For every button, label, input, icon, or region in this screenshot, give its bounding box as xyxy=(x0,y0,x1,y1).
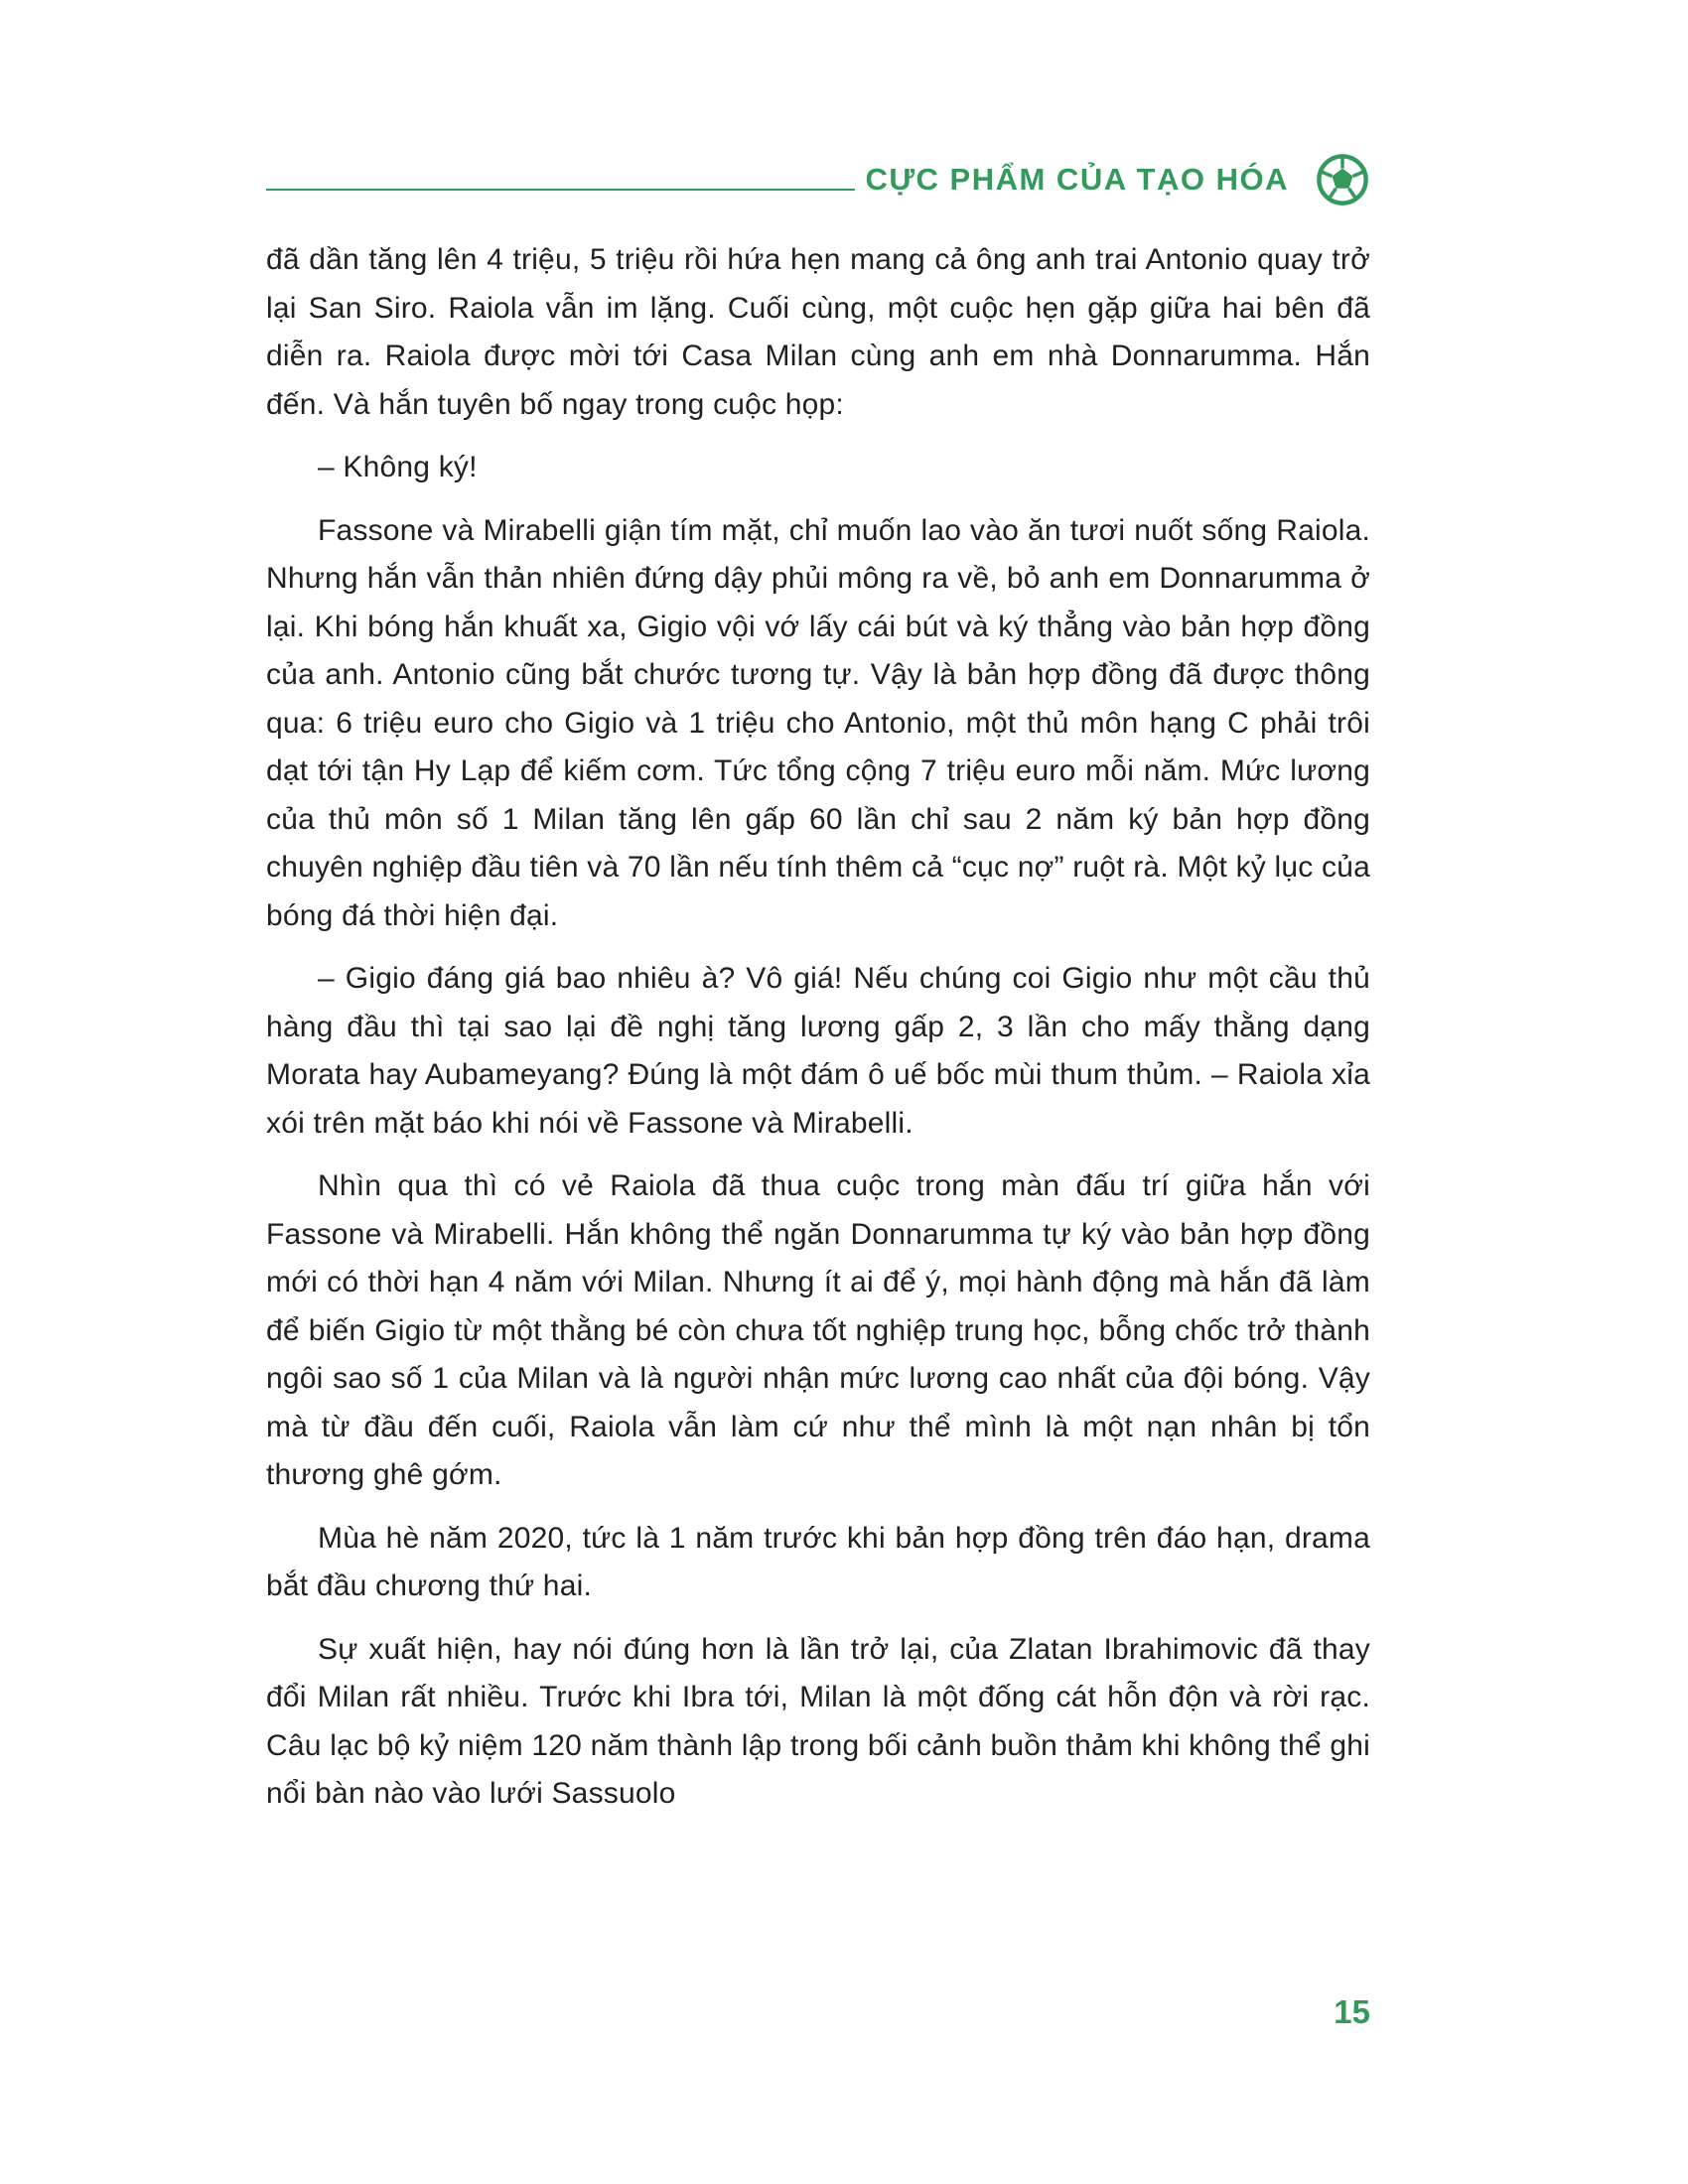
page-number: 15 xyxy=(1334,1993,1370,2030)
running-header-title: CỰC PHẨM CỦA TẠO HÓA xyxy=(865,162,1289,197)
paragraph: Sự xuất hiện, hay nói đúng hơn là lần trở lại, của Zlatan Ibrahimovic đã thay đổi Milan rất nhiều. Trước khi Ibra tới, Milan là một đống cát hỗn độn và rời rạc. Câu lạc bộ kỷ niệm 120 năm thành lập trong bối cảnh buồn thảm khi không thể ghi nổi bàn nào vào lưới Sassuolo xyxy=(266,1632,1370,1810)
paragraph-continuation: đã dần tăng lên 4 triệu, 5 triệu rồi hứa hẹn mang cả ông anh trai Antonio quay trở lại San Siro. Raiola vẫn im lặng. Cuối cùng, một cuộc hẹn gặp giữa hai bên đã diễn ra. Raiola được mời tới Casa Milan cùng anh em nhà Donnarumma. Hắn đến. Và hắn tuyên bố ngay trong cuộc họp: xyxy=(266,243,1370,421)
header-rule xyxy=(266,189,855,192)
paragraph: Fassone và Mirabelli giận tím mặt, chỉ muốn lao vào ăn tươi nuốt sống Raiola. Nhưng hắn vẫn thản nhiên đứng dậy phủi mông ra về, bỏ anh em Donnarumma ở lại. Khi bóng hắn khuất xa, Gigio vội vớ lấy cái bút và ký thẳng vào bản hợp đồng của anh. Antonio cũng bắt chước tương tự. Vậy là bản hợp đồng đã được thông qua: 6 triệu euro cho Gigio và 1 triệu cho Antonio, một thủ môn hạng C phải trôi dạt tới tận Hy Lạp để kiếm cơm. Tức tổng cộng 7 triệu euro mỗi năm. Mức lương của thủ môn số 1 Milan tăng lên gấp 60 lần chỉ sau 2 năm ký bản hợp đồng chuyên nghiệp đầu tiên và 70 lần nếu tính thêm cả “cục nợ” ruột rà. Một kỷ lục của bóng đá thời hiện đại. xyxy=(266,513,1370,932)
dialogue-paragraph: – Gigio đáng giá bao nhiêu à? Vô giá! Nếu chúng coi Gigio như một cầu thủ hàng đầu thì tại sao lại đề nghị tăng lương gấp 2, 3 lần cho mấy thằng dạng Morata hay Aubameyang? Đúng là một đám ô uế bốc mùi thum thủm. – Raiola xỉa xói trên mặt báo khi nói về Fassone và Mirabelli. xyxy=(266,962,1370,1140)
paragraph: Mùa hè năm 2020, tức là 1 năm trước khi bản hợp đồng trên đáo hạn, drama bắt đầu chương thứ hai. xyxy=(266,1521,1370,1602)
body-text xyxy=(266,236,1370,1834)
paragraph: Nhìn qua thì có vẻ Raiola đã thua cuộc trong màn đấu trí giữa hắn với Fassone và Mirabelli. Hắn không thể ngăn Donnarumma tự ký vào bản hợp đồng mới có thời hạn 4 năm với Milan. Nhưng ít ai để ý, mọi hành động mà hắn đã làm để biến Gigio từ một thằng bé còn chưa tốt nghiệp trung học, bỗng chốc trở thành ngôi sao số 1 của Milan và là người nhận mức lương cao nhất của đội bóng. Vậy mà từ đầu đến cuối, Raiola vẫn làm cứ như thể mình là một nạn nhân bị tổn thương ghê gớm. xyxy=(266,1169,1370,1491)
dialogue-line: – Không ký! xyxy=(318,451,478,483)
running-header xyxy=(266,149,1370,210)
soccer-ball-icon xyxy=(1315,152,1370,207)
